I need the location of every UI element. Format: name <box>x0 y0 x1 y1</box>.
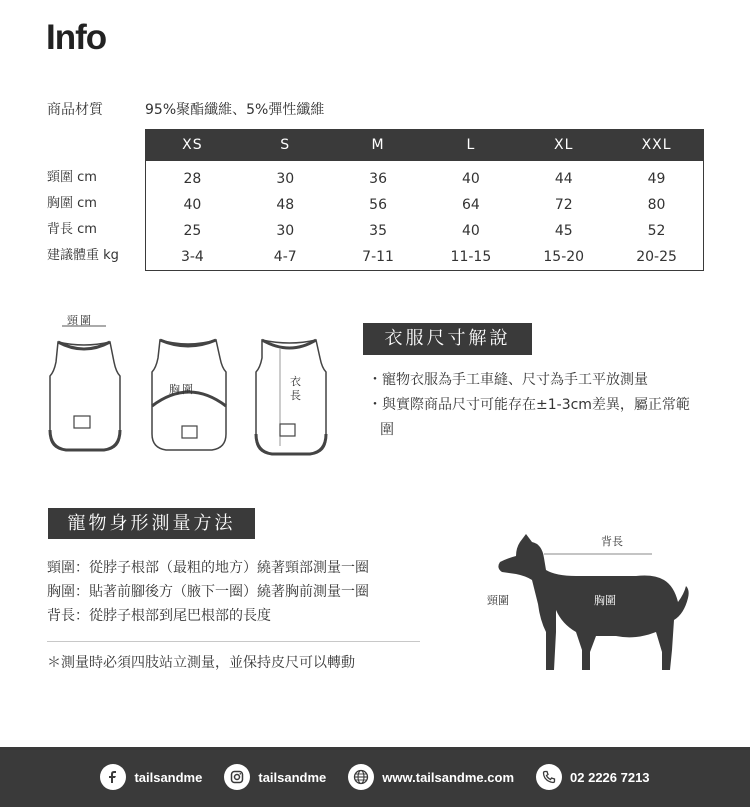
table-cell: 45 <box>554 223 573 239</box>
neck-diagram-label: 頸圍 <box>67 314 93 327</box>
footer-phone[interactable] <box>536 764 650 790</box>
facebook-icon <box>100 764 126 790</box>
globe-icon <box>348 764 374 790</box>
shirt-neck-diagram <box>40 322 130 457</box>
measure-note: ＊測量時必須四肢站立測量，並保持皮尺可以轉動 <box>47 655 355 671</box>
row-label-weight: 建議體重 kg <box>47 248 119 263</box>
table-cell: 40 <box>461 223 480 239</box>
page-title: Info <box>46 18 107 57</box>
row-label-chest: 胸圍 cm <box>47 196 97 211</box>
size-header-cell: XXL <box>641 137 672 153</box>
instagram-handle: tailsandme <box>258 769 327 785</box>
table-cell: 64 <box>461 197 480 213</box>
table-cell: 20-25 <box>636 249 677 265</box>
facebook-handle: tailsandme <box>134 769 203 785</box>
size-row-labels <box>47 165 119 269</box>
table-row <box>146 192 703 218</box>
material-row <box>47 99 325 119</box>
dog-neck-label: 頸圍 <box>487 594 509 607</box>
size-table-header <box>146 130 703 161</box>
row-label-neck: 頸圍 cm <box>47 170 97 185</box>
table-cell: 30 <box>276 171 295 187</box>
chest-diagram-label: 胸圍 <box>169 383 195 396</box>
length-diagram-label: 衣長 <box>290 375 303 402</box>
table-row <box>146 166 703 192</box>
table-cell: 35 <box>369 223 387 239</box>
list-item: ・與實際商品尺寸可能存在±1-3cm差異，屬正常範圍 <box>368 397 690 438</box>
measure-title: 寵物身形測量方法 <box>48 508 255 539</box>
table-cell: 52 <box>647 223 666 239</box>
table-cell: 7-11 <box>362 249 394 265</box>
size-table <box>145 129 704 271</box>
material-value: 95%聚酯纖維、5%彈性纖維 <box>145 102 325 118</box>
size-header-cell: M <box>371 137 385 153</box>
list-item: 胸圍：貼著前腳後方（腋下一圈）繞著胸前測量一圈 <box>47 584 369 600</box>
table-cell: 3-4 <box>180 249 204 265</box>
size-header-cell: L <box>466 137 476 153</box>
dog-chest-label: 胸圍 <box>594 594 616 607</box>
table-cell: 28 <box>183 171 202 187</box>
footer-website[interactable] <box>348 764 514 790</box>
phone-icon <box>536 764 562 790</box>
size-header-cell: XS <box>182 137 203 153</box>
table-cell: 49 <box>647 171 666 187</box>
size-explain-list <box>368 368 698 443</box>
table-row <box>146 244 703 270</box>
size-explain-title: 衣服尺寸解說 <box>363 323 532 355</box>
footer <box>0 747 750 807</box>
dog-back-label: 背長 <box>601 535 623 548</box>
table-cell: 40 <box>461 171 480 187</box>
table-cell: 15-20 <box>543 249 585 265</box>
divider <box>47 641 420 642</box>
size-header-cell: XL <box>554 137 574 153</box>
table-cell: 80 <box>647 197 666 213</box>
table-cell: 25 <box>183 223 202 239</box>
list-item: ・寵物衣服為手工車縫、尺寸為手工平放測量 <box>368 372 648 388</box>
row-label-back: 背長 cm <box>47 222 97 237</box>
table-cell: 56 <box>369 197 387 213</box>
table-cell: 4-7 <box>273 249 297 265</box>
table-cell: 11-15 <box>450 249 492 265</box>
table-cell: 44 <box>554 171 573 187</box>
table-row <box>146 218 703 244</box>
phone-number: 02 2226 7213 <box>570 769 650 785</box>
website-url: www.tailsandme.com <box>382 769 515 785</box>
measure-list <box>47 556 369 628</box>
list-item: 背長：從脖子根部到尾巴根部的長度 <box>47 608 271 624</box>
size-header-cell: S <box>280 137 291 153</box>
table-cell: 30 <box>276 223 295 239</box>
dog-diagram <box>486 528 696 678</box>
list-item: 頸圍：從脖子根部（最粗的地方）繞著頸部測量一圈 <box>47 560 369 576</box>
footer-facebook[interactable] <box>100 764 202 790</box>
table-cell: 36 <box>369 171 387 187</box>
material-label: 商品材質 <box>47 102 103 118</box>
table-cell: 48 <box>276 197 295 213</box>
table-cell: 72 <box>554 197 573 213</box>
footer-instagram[interactable] <box>224 764 326 790</box>
table-cell: 40 <box>183 197 202 213</box>
instagram-icon <box>224 764 250 790</box>
